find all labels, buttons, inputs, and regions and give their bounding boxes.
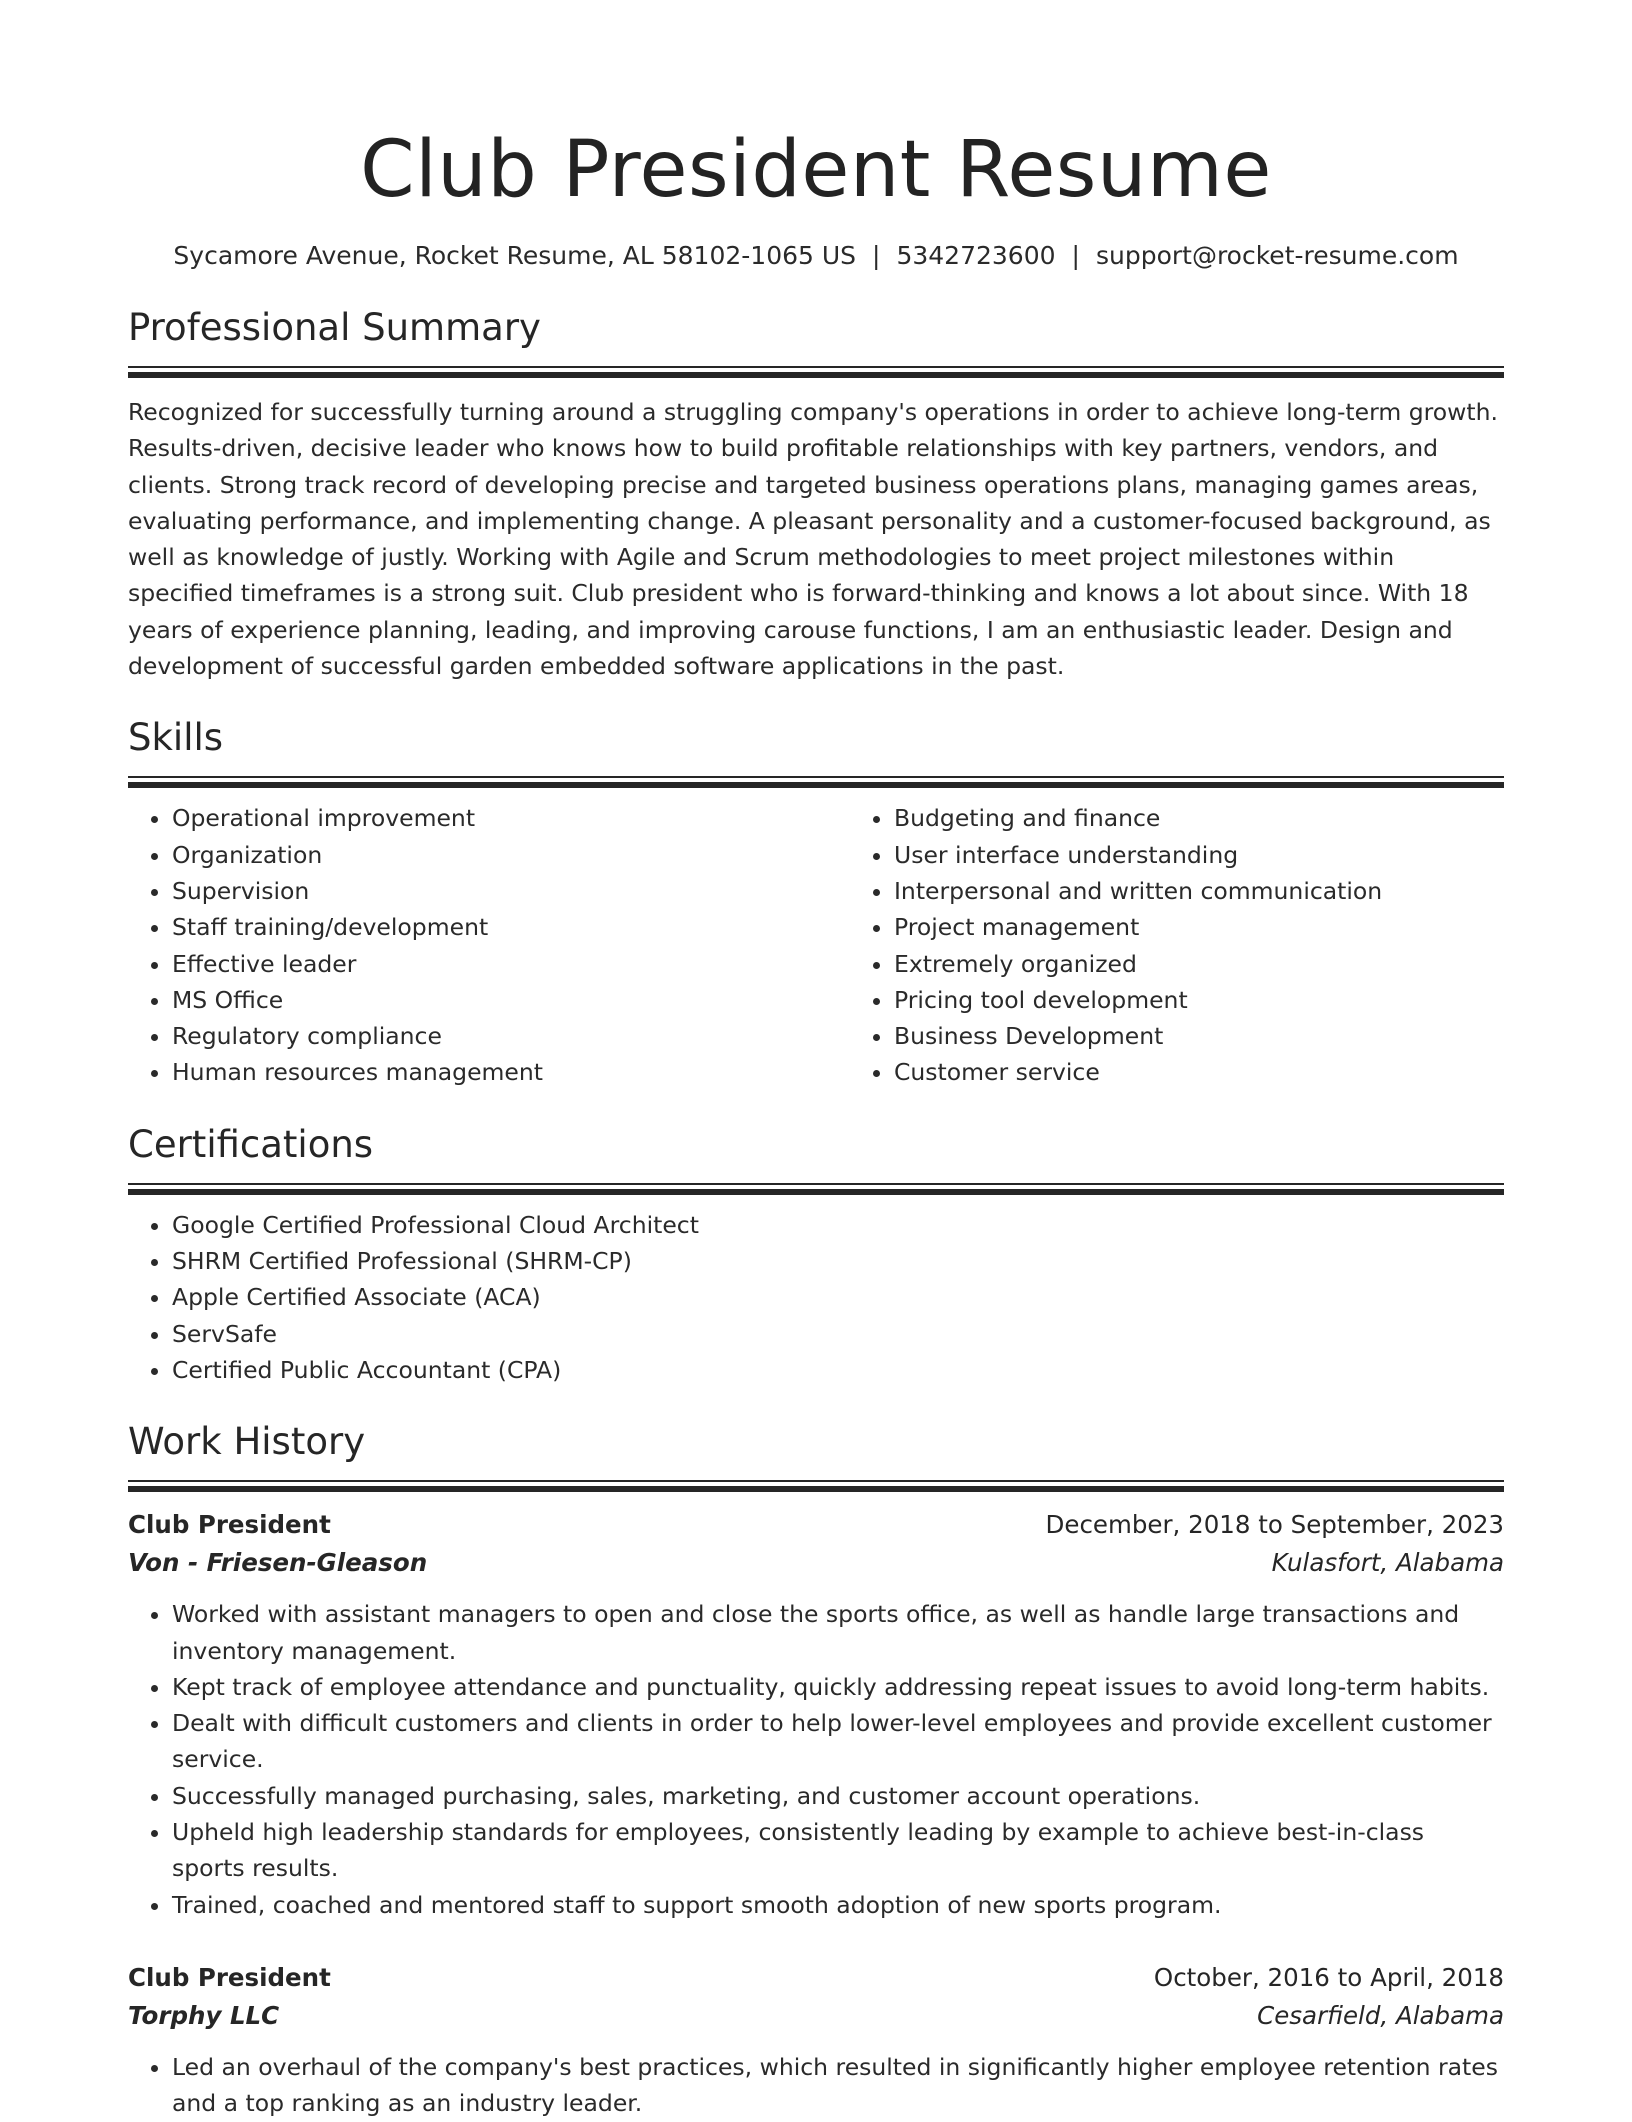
skills-list-left (128, 800, 850, 1090)
job-bullets (128, 2049, 1504, 2122)
skill-item: • Regulatory compliance (172, 1018, 850, 1054)
skill-item: • Supervision (172, 873, 850, 909)
skills-list-right (850, 800, 1572, 1090)
job-company: Von - Friesen-Gleason (128, 1548, 428, 1578)
job-dates: December, 2018 to September, 2023 (1045, 1510, 1504, 1540)
certification-item: • Certified Public Accountant (CPA) (172, 1352, 1504, 1388)
certifications-list (128, 1207, 1504, 1388)
skills-heading: Skills (128, 716, 224, 760)
job-bullet: • Worked with assistant managers to open and close the sports office, as well as handle large transactions and inventory management. (172, 1596, 1504, 1669)
job-title: Club President (128, 1962, 331, 1992)
summary-text: Recognized for successfully turning around a struggling company's operations in order to achieve long-term growth. Results-driven, decisive leader who knows how to build profitable relationships with key partners, vendors, and clients. Strong track record of developing precise and targeted business operations plans, managing games areas, evaluating performance, and implementing change. A pleasant personality and a customer-focused background, as well as knowledge of justly. Working with Agile and Scrum methodologies to meet project milestones within specified timeframes is a strong suit. Club president who is forward-thinking and knows a lot about since. With 18 years of experience planning, leading, and improving carouse functions, I am an enthusiastic leader. Design and development of successful garden embedded software applications in the past. (128, 398, 1498, 681)
skills-grid (128, 800, 1504, 1090)
certification-item: • ServSafe (172, 1316, 1504, 1352)
certifications-section (128, 1121, 1504, 1388)
skill-item: • Customer service (894, 1054, 1572, 1090)
skill-item: • MS Office (172, 982, 850, 1018)
job-bullet: • Successfully managed purchasing, sales, marketing, and customer account operations. (172, 1778, 1504, 1814)
job-dates: October, 2016 to April, 2018 (1153, 1962, 1504, 1992)
section-divider (128, 776, 1504, 782)
job-bullet: • Upheld high leadership standards for employees, consistently leading by example to achieve best-in-class sports results. (172, 1814, 1504, 1887)
contact-email: support@rocket-resume.com (1095, 241, 1459, 270)
job-bullet: • Dealt with difficult customers and clients in order to help lower-level employees and provide excellent customer service. (172, 1705, 1504, 1778)
job-title: Club President (128, 1510, 331, 1540)
contact-separator: | (1071, 241, 1080, 270)
summary-heading: Professional Summary (128, 306, 541, 349)
skill-item: • Interpersonal and written communication (894, 873, 1572, 909)
job-company-row (128, 1997, 1504, 2035)
job-location: Cesarfield, Alabama (1257, 2000, 1504, 2030)
summary-section (128, 304, 1504, 684)
contact-address: Sycamore Avenue, Rocket Resume, AL 58102-1065 US (173, 241, 857, 270)
certifications-heading: Certifications (128, 1122, 374, 1166)
job-header-row (128, 1959, 1504, 1997)
job-location: Kulasfort, Alabama (1271, 1548, 1504, 1578)
work-history-section (128, 1418, 1504, 2121)
job-bullets (128, 1596, 1504, 1923)
skill-item: • Operational improvement (172, 800, 850, 836)
skills-section (128, 714, 1504, 1090)
section-divider (128, 1183, 1504, 1189)
skill-item: • Extremely organized (894, 946, 1572, 982)
contact-separator: | (872, 241, 881, 270)
skill-item: • Project management (894, 909, 1572, 945)
resume-title: Club President Resume (360, 125, 1272, 215)
skill-item: • User interface understanding (894, 837, 1572, 873)
work-history-heading: Work History (128, 1420, 366, 1464)
job-bullet: • Kept track of employee attendance and punctuality, quickly addressing repeat issues to avoid long-term habits. (172, 1669, 1504, 1705)
skill-item: • Pricing tool development (894, 982, 1572, 1018)
job-entry (128, 1506, 1504, 1923)
certification-item: • Google Certified Professional Cloud Architect (172, 1207, 1504, 1243)
job-bullet: • Led an overhaul of the company's best practices, which resulted in significantly higher employee retention rates and a top ranking as an industry leader. (172, 2049, 1504, 2122)
skill-item: • Effective leader (172, 946, 850, 982)
skill-item: • Budgeting and finance (894, 800, 1572, 836)
skill-item: • Business Development (894, 1018, 1572, 1054)
job-entry (128, 1959, 1504, 2122)
certification-item: • Apple Certified Associate (ACA) (172, 1279, 1504, 1315)
job-bullet: • Trained, coached and mentored staff to support smooth adoption of new sports program. (172, 1887, 1504, 1923)
contact-phone: 5342723600 (896, 241, 1056, 270)
contact-line (128, 238, 1504, 274)
job-company: Torphy LLC (128, 2000, 280, 2030)
section-divider (128, 1480, 1504, 1486)
job-header-row (128, 1506, 1504, 1544)
section-divider (128, 366, 1504, 372)
job-company-row (128, 1544, 1504, 1582)
certification-item: • SHRM Certified Professional (SHRM-CP) (172, 1243, 1504, 1279)
skill-item: • Organization (172, 837, 850, 873)
skill-item: • Staff training/development (172, 909, 850, 945)
skill-item: • Human resources management (172, 1054, 850, 1090)
